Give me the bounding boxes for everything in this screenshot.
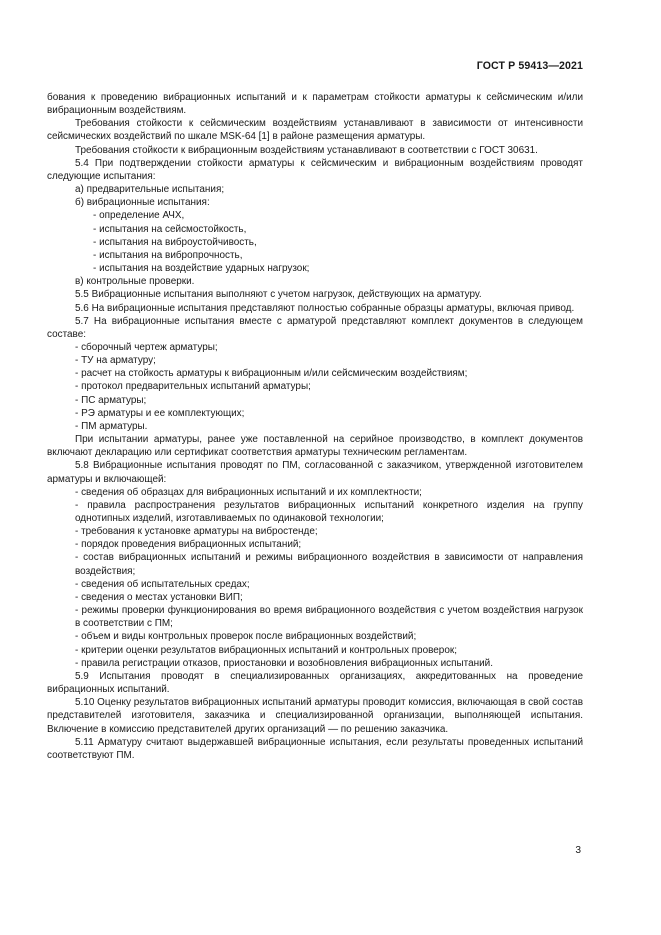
paragraph: 5.8 Вибрационные испытания проводят по ПМ, согласованной с заказчиком, утвержденной изготовителем арматуры и включающей: bbox=[47, 460, 583, 485]
dash-list-item: - ПМ арматуры. bbox=[75, 420, 148, 432]
dash-list-item: - состав вибрационных испытаний и режимы вибрационного воздействия в зависимости от направления воздействия; bbox=[75, 552, 583, 577]
dash-list-item: - порядок проведения вибрационных испытаний; bbox=[75, 539, 302, 551]
paragraph: 5.7 На вибрационные испытания вместе с арматурой представляют комплект документов в следующем составе: bbox=[47, 315, 583, 340]
document-body bbox=[47, 91, 583, 762]
list-item: в) контрольные проверки. bbox=[75, 276, 195, 288]
dash-list-item: - протокол предварительных испытаний арматуры; bbox=[75, 381, 311, 393]
dash-list-item: - требования к установке арматуры на вибростенде; bbox=[75, 526, 318, 538]
document-header-standard-number: ГОСТ Р 59413—2021 bbox=[476, 60, 583, 72]
paragraph: 5.5 Вибрационные испытания выполняют с учетом нагрузок, действующих на арматуру. bbox=[75, 289, 482, 301]
paragraph: 5.6 На вибрационные испытания представляют полностью собранные образцы арматуры, включая привод. bbox=[75, 302, 575, 314]
dash-list-item: - ТУ на арматуру; bbox=[75, 355, 156, 367]
dash-list-item: - ПС арматуры; bbox=[75, 394, 147, 406]
paragraph: Требования стойкости к сейсмическим воздействиям устанавливают в зависимости от интенсивности сейсмических воздействий по шкале MSK-64 [1] в районе размещения арматуры. bbox=[47, 118, 583, 143]
dash-list-item: - режимы проверки функционирования во время вибрационного воздействия с учетом воздействия нагрузок в соответствии с ПМ; bbox=[75, 605, 583, 630]
nested-list-item: - испытания на воздействие ударных нагрузок; bbox=[93, 263, 310, 275]
dash-list-item: - сведения об испытательных средах; bbox=[75, 578, 250, 590]
paragraph: Требования стойкости к вибрационным воздействиям устанавливают в соответствии с ГОСТ 30631. bbox=[75, 144, 538, 156]
dash-list-item: - объем и виды контрольных проверок после вибрационных воздействий; bbox=[75, 631, 417, 643]
dash-list-item: - РЭ арматуры и ее комплектующих; bbox=[75, 407, 245, 419]
list-item: а) предварительные испытания; bbox=[75, 184, 225, 196]
paragraph: 5.9 Испытания проводят в специализированных организациях, аккредитованных на проведение вибрационных испытаний. bbox=[47, 670, 583, 696]
nested-list-item: - испытания на сейсмостойкость, bbox=[93, 223, 247, 235]
paragraph-continuation: бования к проведению вибрационных испытаний и к параметрам стойкости арматуры к сейсмическим и/или вибрационным воздействиям. bbox=[47, 92, 583, 117]
dash-list-item: - критерии оценки результатов вибрационных испытаний и контрольных проверок; bbox=[75, 644, 457, 656]
dash-list-item: - правила распространения результатов вибрационных испытаний конкретного изделия на группу однотипных изделий, изготавливаемых по одинаковой технологии; bbox=[75, 499, 583, 524]
page-number: 3 bbox=[575, 845, 581, 856]
paragraph: 5.11 Арматуру считают выдержавшей вибрационные испытания, если результаты проведенных испытаний соответствуют ПМ. bbox=[47, 736, 583, 761]
paragraph: При испытании арматуры, ранее уже поставленной на серийное производство, в комплект документов включают декларацию или сертификат соответствия арматуры техническим регламентам. bbox=[47, 434, 583, 459]
paragraph: 5.4 При подтверждении стойкости арматуры к сейсмическим и вибрационным воздействиям проводят следующие испытания: bbox=[47, 157, 583, 182]
dash-list-item: - сборочный чертеж арматуры; bbox=[75, 341, 218, 353]
nested-list-item: - определение АЧХ, bbox=[93, 210, 185, 222]
nested-list-item: - испытания на виброустойчивость, bbox=[93, 236, 257, 248]
dash-list-item: - сведения об образцах для вибрационных испытаний и их комплектности; bbox=[75, 486, 422, 498]
dash-list-item: - правила регистрации отказов, приостановки и возобновления вибрационных испытаний. bbox=[75, 657, 493, 669]
dash-list-item: - расчет на стойкость арматуры к вибрационным и/или сейсмическим воздействиям; bbox=[75, 368, 468, 380]
paragraph: 5.10 Оценку результатов вибрационных испытаний арматуры проводит комиссия, включающая в свой состав представителей изготовителя, заказчика и специализированной организации, выполняющей испытания. Включение в комиссию представителей других организаций — по решению заказчика. bbox=[47, 697, 583, 735]
list-item: б) вибрационные испытания: bbox=[75, 197, 210, 209]
dash-list-item: - сведения о местах установки ВИП; bbox=[75, 591, 243, 603]
nested-list-item: - испытания на вибропрочность, bbox=[93, 249, 243, 261]
